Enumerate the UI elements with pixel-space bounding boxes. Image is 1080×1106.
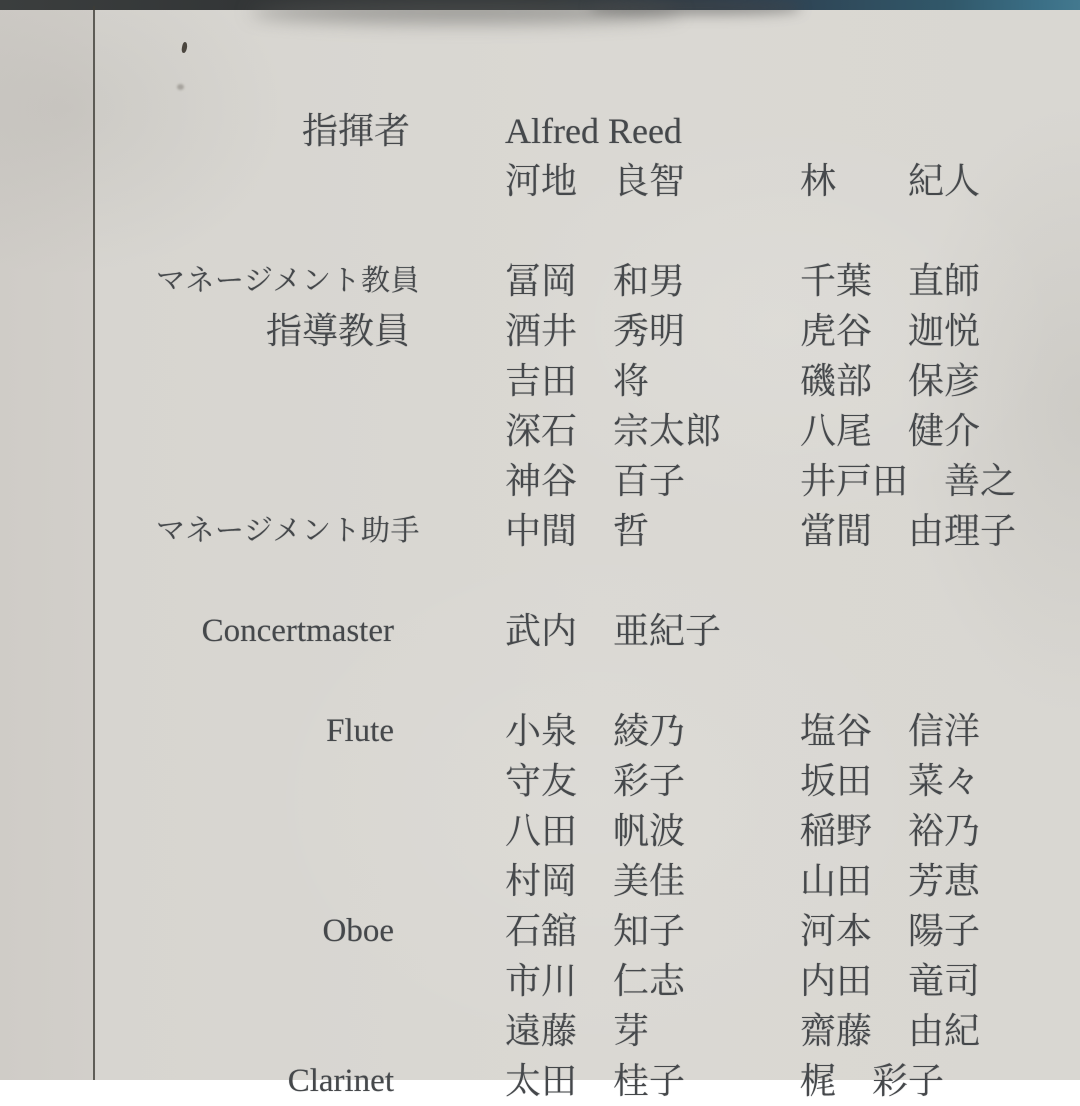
member-name-secondary: 山田 芳恵	[800, 861, 981, 901]
member-name-primary: Alfred Reed	[505, 111, 682, 151]
program-row	[95, 106, 1080, 156]
member-name-secondary	[800, 606, 1080, 656]
role-label	[95, 806, 420, 856]
program-row	[95, 356, 1080, 406]
member-name-secondary: 虎谷 迦悦	[800, 311, 981, 351]
member-name-primary: 河地 良智	[505, 161, 686, 201]
member-name-primary: 神谷 百子	[505, 461, 686, 501]
member-name-primary: 守友 彩子	[505, 761, 686, 801]
member-list	[95, 0, 1080, 1106]
role-label: マネージメント教員	[155, 265, 420, 297]
member-name-secondary: 磯部 保彦	[800, 361, 981, 401]
role-label	[95, 1006, 420, 1056]
program-row	[95, 1056, 1080, 1106]
role-label: Clarinet	[287, 1063, 394, 1099]
member-name-secondary: 坂田 菜々	[800, 761, 981, 801]
member-name-secondary: 内田 竜司	[800, 961, 981, 1001]
member-name-secondary: 林 紀人	[800, 161, 981, 201]
program-row	[95, 756, 1080, 806]
program-row	[95, 456, 1080, 506]
member-name-primary: 中間 哲	[505, 511, 650, 551]
program-row	[95, 906, 1080, 956]
member-name-secondary: 當間 由理子	[800, 511, 1017, 551]
member-name-primary: 八田 帆波	[505, 811, 686, 851]
member-name-primary: 吉田 将	[505, 361, 650, 401]
member-name-secondary: 八尾 健介	[800, 411, 981, 451]
program-row	[95, 606, 1080, 656]
member-name-primary: 冨岡 和男	[505, 261, 686, 301]
program-row	[95, 1006, 1080, 1056]
member-name-primary: 太田 桂子	[505, 1061, 686, 1101]
role-label	[95, 856, 420, 906]
role-label	[95, 456, 420, 506]
member-name-primary: 小泉 綾乃	[505, 711, 686, 751]
role-label	[95, 406, 420, 456]
program-row	[95, 406, 1080, 456]
member-name-secondary: 千葉 直師	[800, 261, 981, 301]
role-label: Concertmaster	[201, 613, 394, 649]
role-label	[95, 356, 420, 406]
member-name-secondary: 井戸田 善之	[800, 461, 1017, 501]
role-label: Oboe	[322, 913, 394, 949]
member-name-primary: 村岡 美佳	[505, 861, 686, 901]
role-label: マネージメント助手	[155, 515, 420, 547]
member-name-secondary: 齋藤 由紀	[800, 1011, 981, 1051]
program-row	[95, 856, 1080, 906]
program-row	[95, 706, 1080, 756]
role-label: 指導教員	[265, 311, 410, 351]
program-row	[95, 306, 1080, 356]
role-label: 指揮者	[301, 111, 410, 151]
member-name-primary: 市川 仁志	[505, 961, 686, 1001]
member-name-secondary: 塩谷 信洋	[800, 711, 981, 751]
member-name-secondary: 稲野 裕乃	[800, 811, 981, 851]
member-name-primary: 遠藤 芽	[505, 1011, 650, 1051]
program-row	[95, 806, 1080, 856]
role-label: Flute	[326, 713, 394, 749]
program-row	[95, 956, 1080, 1006]
member-name-primary: 武内 亜紀子	[505, 611, 722, 651]
member-name-secondary	[800, 106, 1080, 156]
member-name-primary: 深石 宗太郎	[505, 411, 722, 451]
role-label	[95, 956, 420, 1006]
program-row	[95, 506, 1080, 556]
role-label	[95, 756, 420, 806]
program-row	[95, 156, 1080, 206]
role-label	[95, 156, 420, 206]
member-name-secondary: 梶 彩子	[800, 1061, 945, 1101]
member-name-primary: 石舘 知子	[505, 911, 686, 951]
member-name-primary: 酒井 秀明	[505, 311, 686, 351]
program-row	[95, 256, 1080, 306]
member-name-secondary: 河本 陽子	[800, 911, 981, 951]
